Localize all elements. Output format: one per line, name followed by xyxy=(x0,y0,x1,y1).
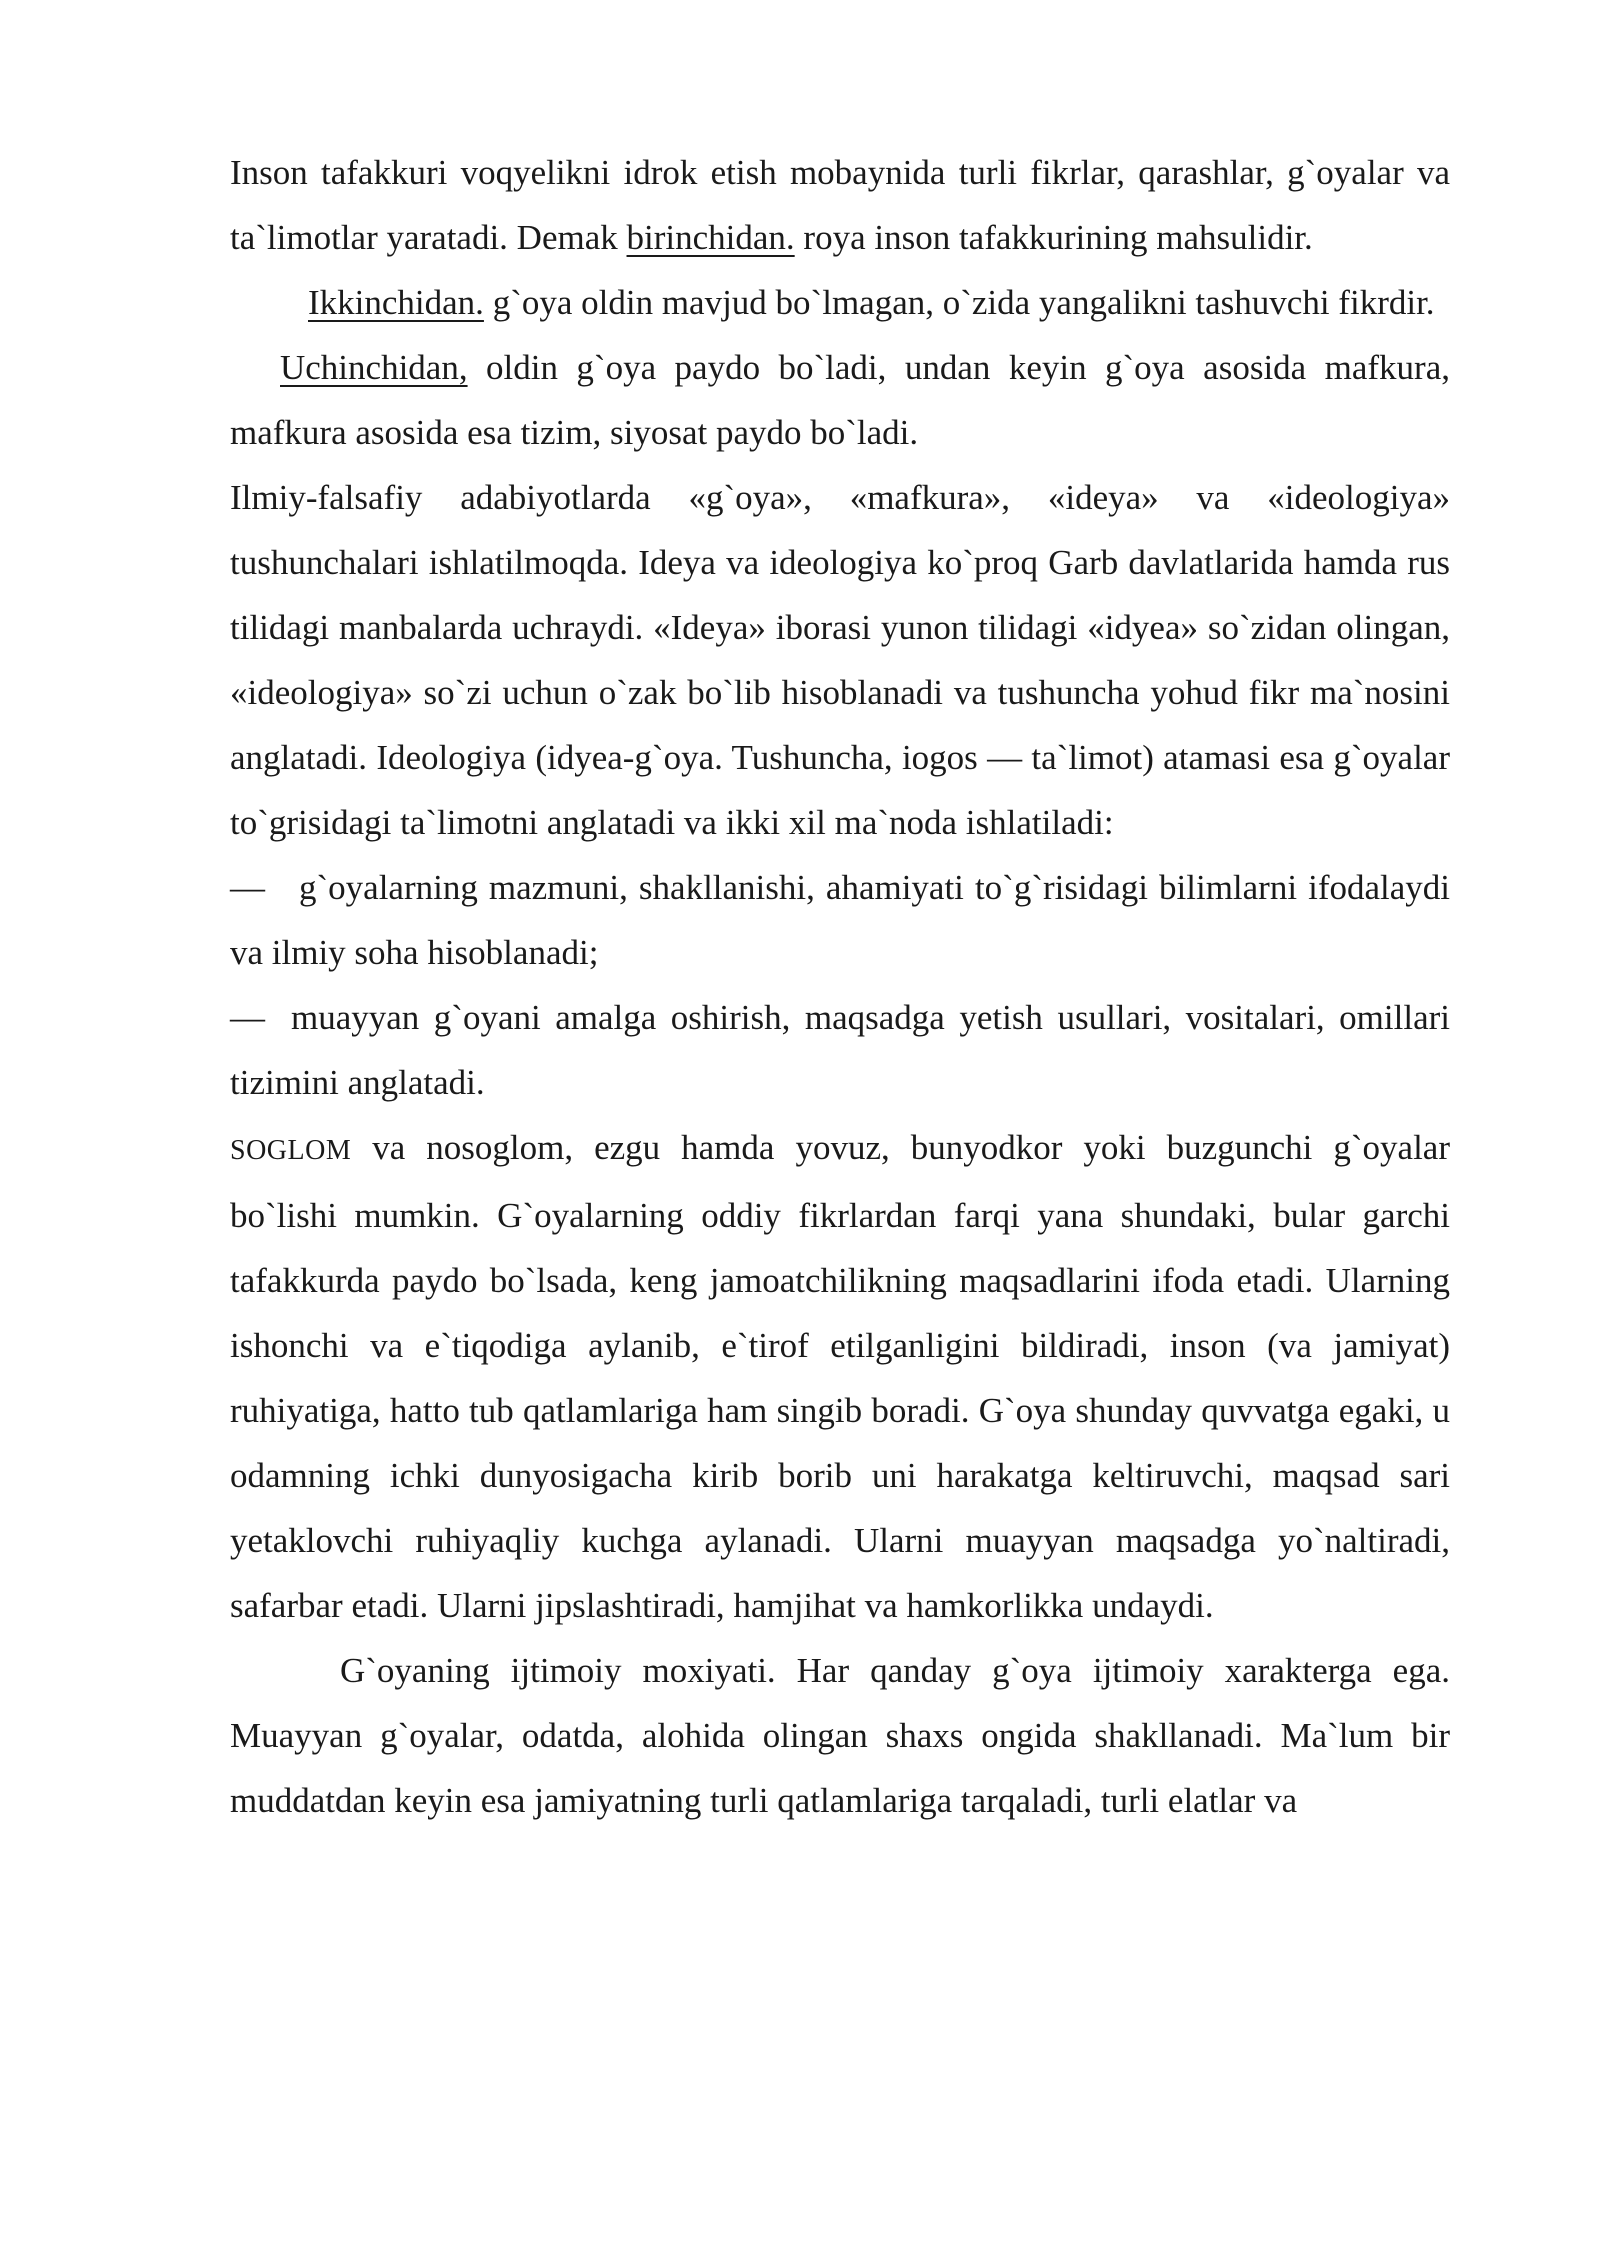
paragraph-ikkinchidan xyxy=(230,270,1450,335)
ikkinchidan-term: Ikkinchidan. xyxy=(308,283,484,322)
uchinchidan-text: oldin g`oya paydo bo`ladi, undan keyin g`oya asosida mafkura, mafkura asosida esa tizim, siyosat paydo bo`ladi. xyxy=(230,348,1450,452)
ikkinchidan-text: g`oya oldin mavjud bo`lmagan, o`zida yangalikni tashuvchi fikrdir. xyxy=(483,283,1435,322)
list-dash: — xyxy=(230,998,265,1037)
paragraph-soglom xyxy=(230,1115,1450,1638)
paragraph-intro xyxy=(230,140,1450,270)
list-dash: — xyxy=(230,868,265,907)
intro-text-end: roya inson tafakkurining mahsulidir. xyxy=(794,218,1313,257)
soglom-word: SOGLOM xyxy=(230,1135,352,1166)
list-item-text: muayyan g`oyani amalga oshirish, maqsadga yetish usullari, vositalari, omillari tizimini anglatadi. xyxy=(230,998,1450,1102)
paragraph-ideologiya: Ilmiy-falsafiy adabiyotlarda «g`oya», «mafkura», «ideya» va «ideologiya» tushunchalari ishlatilmoqda. Ideya va ideologiya ko`proq Garb davlatlarida hamda rus tilidagi manbalarda uchraydi. «Ideya» iborasi yunon tilidagi «idyea» so`zidan olingan, «ideologiya» so`zi uchun o`zak bo`lib hisoblanadi va tushuncha yohud fikr ma`nosini anglatadi. Ideologiya (idyea-g`oya. Tushuncha, iogos — ta`limot) atamasi esa g`oyalar to`grisidagi ta`limotni anglatadi va ikki xil ma`noda ishlatiladi: xyxy=(230,478,1450,842)
list-item xyxy=(230,985,1450,1115)
birinchidan-term: birinchidan. xyxy=(626,218,795,257)
list-item-text: g`oyalarning mazmuni, shakllanishi, ahamiyati to`g`risidagi bilimlarni ifodalaydi va ilmiy soha hisoblanadi; xyxy=(230,868,1450,972)
soglom-text: va nosoglom, ezgu hamda yovuz, bunyodkor yoki buzgunchi g`oyalar bo`lishi mumkin. G`oyalarning oddiy fikrlardan farqi yana shundaki, bular garchi tafakkurda paydo bo`lsada, keng jamoatchilikning maqsadlarini ifoda etadi. Ularning ishonchi va e`tiqodiga aylanib, e`tirof etilganligini bildiradi, inson (va jamiyat) ruhiyatiga, hatto tub qatlamlariga ham singib boradi. G`oya shunday quvvatga egaki, u odamning ichki dunyosigacha kirib borib uni harakatga keltiruvchi, maqsad sari yetaklovchi ruhiyaqliy kuchga aylanadi. Ularni muayyan maqsadga yo`naltiradi, safarbar etadi. Ularni jipslashtiradi, hamjihat va hamkorlikka undaydi. xyxy=(230,1128,1450,1625)
list-item xyxy=(230,855,1450,985)
uchinchidan-term: Uchinchidan, xyxy=(280,348,468,387)
document-page xyxy=(230,140,1450,1833)
paragraph-ijtimoiy-moxiyat: G`oyaning ijtimoiy moxiyati. Har qanday g`oya ijtimoiy xarakterga ega. Muayyan g`oyalar, odatda, alohida olingan shaxs ongida shakllanadi. Ma`lum bir muddatdan keyin esa jamiyatning turli qatlamlariga tarqaladi, turli elatlar va xyxy=(230,1651,1450,1820)
paragraph-uchinchidan xyxy=(230,335,1450,465)
intro-text: Inson tafakkuri voqyelikni idrok etish mobaynida turli fikrlar, qarashlar, g`oyalar va ta`limotlar yaratadi. Demak xyxy=(230,153,1450,257)
